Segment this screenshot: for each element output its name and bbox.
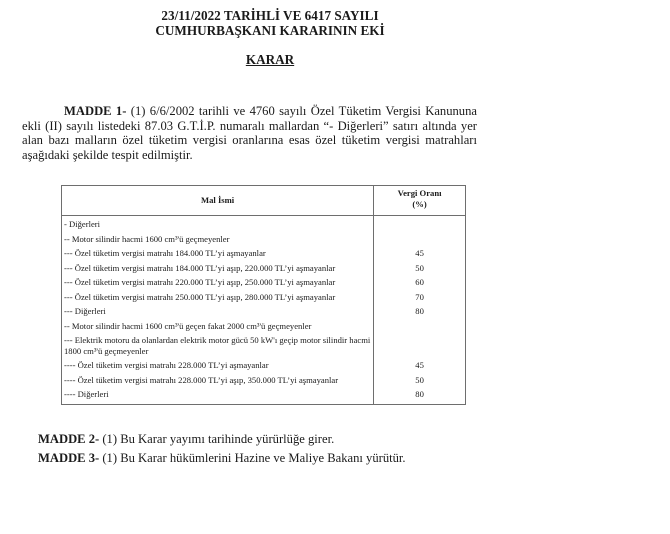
row-tax-rate [374,332,466,357]
row-tax-rate: 80 [374,303,466,318]
table-row [62,260,466,275]
row-item-name: - Diğerleri [62,216,374,231]
table-row [62,357,466,372]
header-vergi-orani-line2: (%) [412,199,427,209]
row-item-name: --- Özel tüketim vergisi matrahı 220.000 TL’yi aşıp, 250.000 TL’yi aşmayanlar [62,274,374,289]
table-header-row [62,186,466,216]
row-item-name: -- Motor silindir hacmi 1600 cm³'ü geçen fakat 2000 cm³'ü geçmeyenler [62,318,374,333]
row-tax-rate: 50 [374,372,466,387]
header-vergi-orani [374,186,466,216]
row-tax-rate [374,216,466,231]
row-tax-rate [374,318,466,333]
table-row [62,372,466,387]
karar-heading: KARAR [245,52,295,67]
document-title [0,8,540,38]
table-body [62,216,466,405]
madde-3-paragraph [38,451,406,465]
title-line-1: 23/11/2022 TARİHLİ VE 6417 SAYILI [161,8,379,23]
madde-2-paragraph [38,432,334,446]
row-tax-rate: 70 [374,289,466,304]
madde-3-text: (1) Bu Karar hükümlerini Hazine ve Maliye Bakanı yürütür. [99,451,406,465]
madde-2-label: MADDE 2- [38,432,100,446]
row-item-name: ---- Diğerleri [62,386,374,404]
row-item-name: ---- Özel tüketim vergisi matrahı 228.000 TL’yi aşıp, 350.000 TL’yi aşmayanlar [62,372,374,387]
table-row [62,216,466,231]
table-row [62,318,466,333]
madde-1-paragraph [22,104,477,162]
title-line-2: CUMHURBAŞKANI KARARININ EKİ [155,23,385,38]
table-row [62,274,466,289]
tax-rate-table [61,185,466,405]
table-row [62,289,466,304]
table-row [62,386,466,404]
madde-1-text: (1) 6/6/2002 tarihli ve 4760 sayılı Özel Tüketim Vergisi Kanununa ekli (II) sayılı listedeki 87.03 G.T.İ.P. numaralı mallardan “- Diğerleri” satırı altında yer alan bazı malların özel tüketim vergisi oranlarına esas özel tüketim vergisi matrahları aşağıdaki şekilde tespit edilmiştir. [22,104,477,162]
table-row [62,231,466,246]
madde-3-label: MADDE 3- [38,451,100,465]
madde-1-label: MADDE 1- [64,104,127,118]
row-tax-rate: 45 [374,357,466,372]
row-tax-rate: 45 [374,245,466,260]
header-mal-ismi: Mal İsmi [62,186,374,216]
row-item-name: -- Motor silindir hacmi 1600 cm³'ü geçmeyenler [62,231,374,246]
table-row [62,332,466,357]
row-item-name: --- Özel tüketim vergisi matrahı 184.000 TL’yi aşıp, 220.000 TL’yi aşmayanlar [62,260,374,275]
table-row [62,303,466,318]
row-item-name: --- Özel tüketim vergisi matrahı 184.000 TL’yi aşmayanlar [62,245,374,260]
row-tax-rate [374,231,466,246]
madde-2-text: (1) Bu Karar yayımı tarihinde yürürlüğe girer. [99,432,335,446]
row-tax-rate: 80 [374,386,466,404]
row-item-name: --- Özel tüketim vergisi matrahı 250.000 TL’yi aşıp, 280.000 TL’yi aşmayanlar [62,289,374,304]
row-tax-rate: 60 [374,274,466,289]
row-tax-rate: 50 [374,260,466,275]
row-item-name: --- Elektrik motoru da olanlardan elektrik motor gücü 50 kW'ı geçip motor silindir hacmi 1800 cm³'ü geçmeyenler [62,332,374,357]
row-item-name: --- Diğerleri [62,303,374,318]
row-item-name: ---- Özel tüketim vergisi matrahı 228.000 TL’yi aşmayanlar [62,357,374,372]
header-vergi-orani-line1: Vergi Oranı [397,188,442,198]
table-row [62,245,466,260]
